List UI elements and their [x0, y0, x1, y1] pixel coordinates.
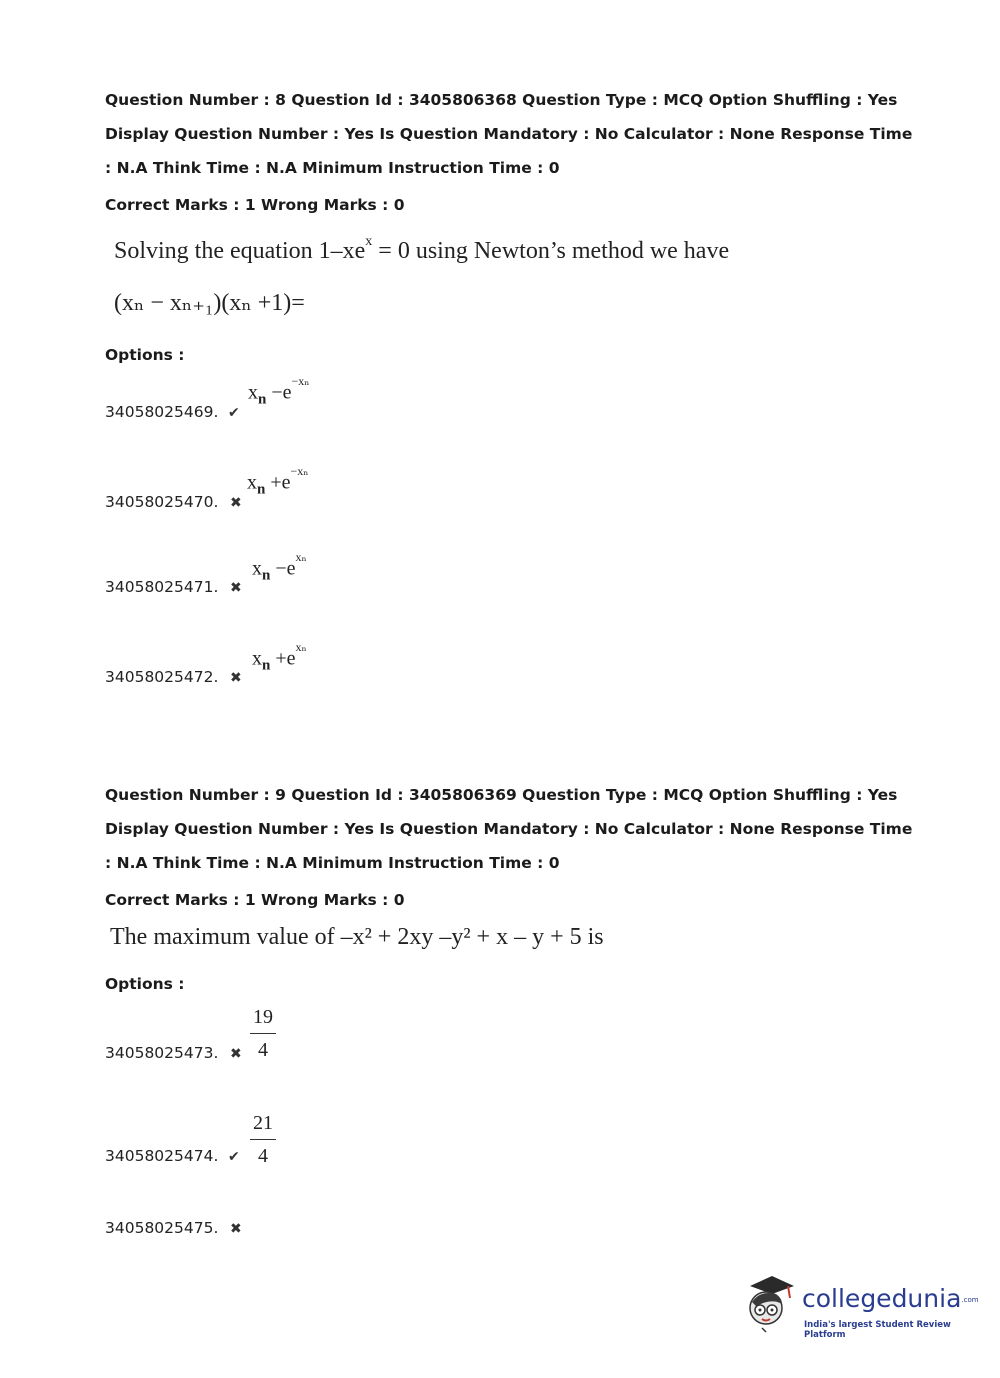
wrong-cross-icon: ✖: [230, 495, 242, 511]
meta-line: Question Number : 9 Question Id : 3405806369 Question Type : MCQ Option Shuffling : Yes: [105, 786, 898, 804]
meta-line: : N.A Think Time : N.A Minimum Instruction Time : 0: [105, 854, 560, 872]
options-label: Options :: [105, 346, 185, 364]
fraction-numerator: 21: [250, 1112, 276, 1140]
option-id: 34058025474.: [105, 1147, 219, 1165]
option-id: 34058025472.: [105, 668, 219, 686]
expr-subscript: n: [258, 391, 267, 408]
expr-exponent: −xₙ: [290, 464, 309, 478]
wrong-cross-icon: ✖: [230, 580, 242, 596]
meta-line: Display Question Number : Yes Is Question Mandatory : No Calculator : None Response Time: [105, 820, 913, 838]
collegedunia-logo: [742, 1272, 979, 1340]
expr-operator: +e: [270, 647, 296, 670]
expr-exponent: −xₙ: [291, 374, 310, 388]
expr-exponent: xₙ: [295, 640, 307, 654]
wrong-cross-icon: ✖: [230, 1046, 242, 1062]
expr-base: x: [252, 647, 262, 670]
correct-check-icon: ✔: [228, 1149, 240, 1165]
option-id: 34058025475.: [105, 1219, 219, 1237]
expr-operator: −e: [266, 381, 292, 404]
option-id: 34058025473.: [105, 1044, 219, 1062]
question-8-text: [114, 234, 730, 265]
question-9-marks: Correct Marks : 1 Wrong Marks : 0: [105, 891, 405, 909]
question-9-meta: [105, 778, 915, 880]
option-id: 34058025469.: [105, 403, 219, 421]
expr-subscript: n: [262, 567, 271, 584]
expr-base: x: [248, 381, 258, 404]
option-id: 34058025471.: [105, 578, 219, 596]
question-8-marks: Correct Marks : 1 Wrong Marks : 0: [105, 196, 405, 214]
option-expression: [247, 464, 309, 499]
expr-subscript: n: [257, 481, 266, 498]
mascot-icon: [742, 1272, 800, 1334]
question-9-text: The maximum value of –x² + 2xy –y² + x – y + 5 is: [110, 924, 604, 950]
logo-wordmark: [802, 1284, 979, 1313]
fraction-denominator: 4: [258, 1145, 268, 1167]
question-8-equation: (xₙ − xₙ₊₁)(xₙ +1)=: [114, 290, 305, 316]
logo-tagline: India's largest Student Review Platform: [804, 1320, 951, 1340]
option-id: 34058025470.: [105, 493, 219, 511]
logo-name: collegedunia: [802, 1284, 962, 1313]
question-8-meta: [105, 83, 915, 185]
expr-base: x: [252, 557, 262, 580]
fraction-denominator: 4: [258, 1039, 268, 1061]
option-expression: [252, 640, 307, 675]
question-8-exponent: x: [365, 234, 373, 249]
expr-operator: +e: [265, 471, 291, 494]
question-8-text-part: = 0 using Newton’s method we have: [372, 238, 730, 264]
fraction-numerator: 19: [250, 1006, 276, 1034]
correct-check-icon: ✔: [228, 405, 240, 421]
option-expression: [252, 550, 307, 585]
logo-suffix: .com: [961, 1296, 979, 1304]
option-fraction: [250, 1112, 276, 1168]
meta-line: Question Number : 8 Question Id : 3405806368 Question Type : MCQ Option Shuffling : Yes: [105, 91, 898, 109]
meta-line: Display Question Number : Yes Is Question Mandatory : No Calculator : None Response Time: [105, 125, 913, 143]
option-expression: [248, 374, 310, 409]
expr-exponent: xₙ: [295, 550, 307, 564]
question-8-text-part: Solving the equation 1–xe: [114, 238, 366, 264]
expr-subscript: n: [262, 657, 271, 674]
option-fraction: [250, 1006, 276, 1062]
wrong-cross-icon: ✖: [230, 670, 242, 686]
expr-operator: −e: [270, 557, 296, 580]
expr-base: x: [247, 471, 257, 494]
meta-line: : N.A Think Time : N.A Minimum Instruction Time : 0: [105, 159, 560, 177]
options-label: Options :: [105, 975, 185, 993]
wrong-cross-icon: ✖: [230, 1221, 242, 1237]
